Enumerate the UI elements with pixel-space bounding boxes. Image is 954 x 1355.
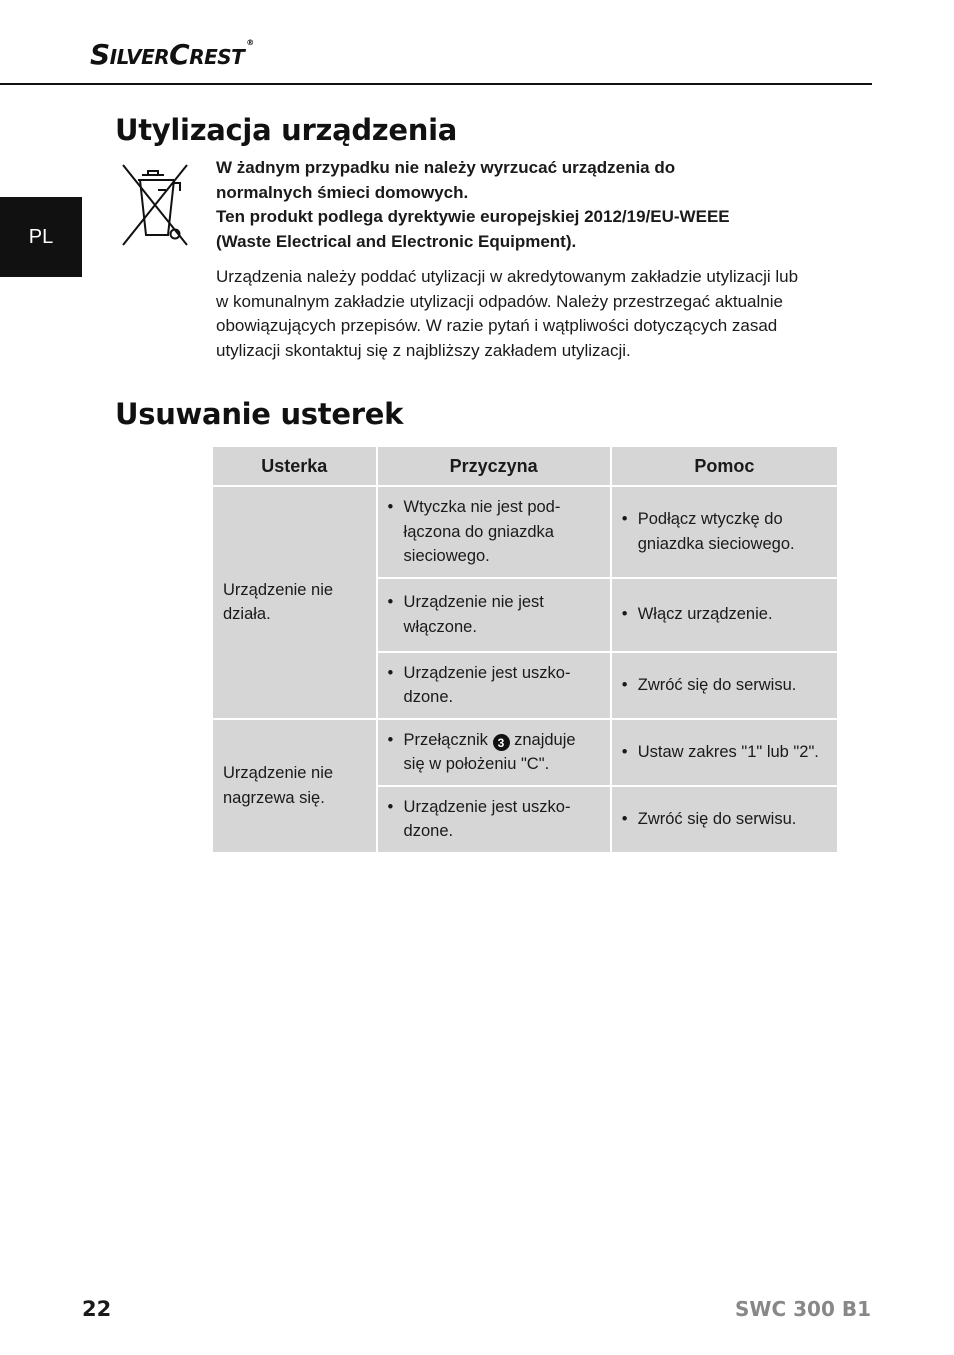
fault-cell xyxy=(212,486,377,719)
weee-crossed-bin-icon xyxy=(118,160,192,250)
table-row xyxy=(212,486,838,578)
column-header-cause: Przyczyna xyxy=(377,446,611,486)
warning-line: (Waste Electrical and Electronic Equipment). xyxy=(216,231,577,251)
bullet-mark: • xyxy=(387,730,394,749)
cause-line: łączona do gniazdka xyxy=(403,522,554,541)
body-line: utylizacji skontaktuj się z najbliższy zakładem utylizacji. xyxy=(216,340,631,360)
troubleshooting-heading: Usuwanie usterek xyxy=(115,397,404,431)
body-line: obowiązujących przepisów. W razie pytań i wątpliwości dotyczących zasad xyxy=(216,316,778,335)
bullet-mark: • xyxy=(621,605,628,624)
cause-text: Przełącznik xyxy=(403,730,488,749)
disposal-warning xyxy=(216,156,846,254)
bullet-mark: • xyxy=(387,498,394,516)
help-line: Włącz urządzenie. xyxy=(637,605,773,624)
header-rule xyxy=(0,83,872,85)
cause-cell xyxy=(377,786,611,853)
help-line: Zwróć się do serwisu. xyxy=(637,809,797,828)
bullet-mark: • xyxy=(387,593,394,611)
help-line: gniazdka sieciowego. xyxy=(637,534,795,553)
help-line: Ustaw zakres "1" lub "2". xyxy=(637,742,819,761)
cause-line: Urządzenie nie jest xyxy=(403,593,544,611)
bullet-mark: • xyxy=(621,510,628,529)
help-cell xyxy=(611,786,838,853)
fault-line: działa. xyxy=(223,605,271,624)
cause-line: sieciowego. xyxy=(403,547,490,565)
bullet-mark: • xyxy=(387,797,394,816)
cause-line: Urządzenie jest uszko- xyxy=(403,797,571,816)
cause-line: dzone. xyxy=(403,822,454,840)
cause-cell xyxy=(377,719,611,786)
cause-line: dzone. xyxy=(403,688,454,706)
brand-name: SilverCrest xyxy=(90,38,245,71)
bullet-mark: • xyxy=(621,675,628,694)
warning-line: W żadnym przypadku nie należy wyrzucać urządzenia do xyxy=(216,158,676,177)
disposal-heading: Utylizacja urządzenia xyxy=(115,113,457,147)
bullet-mark: • xyxy=(621,809,628,828)
bullet-mark: • xyxy=(387,663,394,682)
bullet-mark: • xyxy=(621,742,628,761)
body-line: w komunalnym zakładzie utylizacji odpadów. Należy przestrzegać aktualnie xyxy=(216,291,783,311)
table-row xyxy=(212,719,838,786)
fault-line: nagrzewa się. xyxy=(223,788,325,807)
column-header-help: Pomoc xyxy=(611,446,838,486)
body-line: Urządzenia należy poddać utylizacji w akredytowanym zakładzie utylizacji lub xyxy=(216,267,799,286)
help-cell xyxy=(611,578,838,652)
switch-marker-badge: 3 xyxy=(493,734,510,751)
troubleshooting-table xyxy=(211,445,839,854)
cause-line: Wtyczka nie jest pod- xyxy=(403,498,561,516)
disposal-body xyxy=(216,265,846,363)
brand-logo xyxy=(90,38,254,71)
help-line: Zwróć się do serwisu. xyxy=(637,675,797,694)
model-number: SWC 300 B1 xyxy=(735,1297,871,1321)
page-number: 22 xyxy=(82,1297,112,1321)
help-cell xyxy=(611,719,838,786)
cause-cell xyxy=(377,486,611,578)
cause-line: się w położeniu "C". xyxy=(403,755,550,773)
registered-mark: ® xyxy=(246,38,254,47)
cause-text: znajduje xyxy=(514,730,576,749)
cause-line: włączone. xyxy=(403,617,477,636)
warning-line: normalnych śmieci domowych. xyxy=(216,182,469,202)
table-header-row xyxy=(212,446,838,486)
cause-line: Urządzenie jest uszko- xyxy=(403,663,571,682)
language-tab xyxy=(0,197,82,277)
cause-cell xyxy=(377,578,611,652)
warning-line: Ten produkt podlega dyrektywie europejskiej 2012/19/EU-WEEE xyxy=(216,207,730,226)
fault-line: Urządzenie nie xyxy=(223,764,334,782)
help-line: Podłącz wtyczkę do xyxy=(637,510,783,529)
language-label: PL xyxy=(28,225,54,248)
fault-line: Urządzenie nie xyxy=(223,580,334,599)
help-cell xyxy=(611,652,838,719)
cause-cell xyxy=(377,652,611,719)
column-header-fault: Usterka xyxy=(212,446,377,486)
fault-cell xyxy=(212,719,377,853)
help-cell xyxy=(611,486,838,578)
